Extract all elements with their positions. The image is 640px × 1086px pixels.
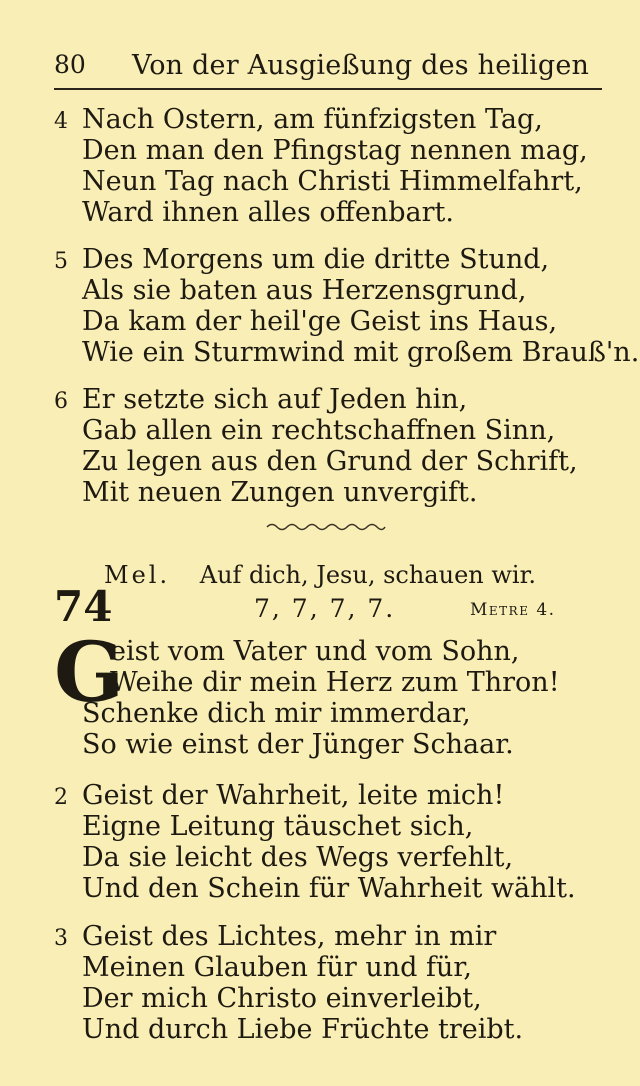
- verse-text: Zu legen aus den Grund der Schrift,: [82, 446, 578, 477]
- meter: 7, 7, 7, 7.: [254, 594, 396, 623]
- page-header: [54, 46, 602, 86]
- stanza-number: 3: [54, 926, 68, 951]
- header-rule: [54, 88, 602, 90]
- drop-cap: G: [54, 625, 125, 721]
- melody-line: [104, 561, 536, 589]
- stanza-number: 4: [54, 109, 68, 134]
- verse-text: Da kam der heil'ge Geist ins Haus,: [82, 306, 558, 337]
- verse-text: eist vom Vater und vom Sohn,: [110, 636, 520, 667]
- metre-label: Metre 4.: [470, 600, 556, 620]
- verse-text: Eigne Leitung täuschet sich,: [82, 811, 474, 842]
- verse-text: Ward ihnen alles offenbart.: [82, 197, 454, 228]
- verse-text: So wie einst der Jünger Schaar.: [82, 729, 514, 760]
- verse-text: Der mich Christo einverleibt,: [82, 983, 482, 1014]
- page-number: 80: [54, 50, 86, 79]
- stanza-number: 2: [54, 785, 68, 810]
- verse-text: Geist des Lichtes, mehr in mir: [82, 921, 497, 952]
- verse-text: Neun Tag nach Christi Himmelfahrt,: [82, 166, 583, 197]
- verse-text: Gab allen ein rechtschaffnen Sinn,: [82, 415, 556, 446]
- verse-text: Und durch Liebe Früchte treibt.: [82, 1014, 524, 1045]
- verse-text: Als sie baten aus Herzensgrund,: [82, 275, 527, 306]
- ornament-divider: [265, 520, 387, 534]
- verse-text: Und den Schein für Wahrheit wählt.: [82, 873, 576, 904]
- verse-text: Weihe dir mein Herz zum Thron!: [110, 667, 560, 698]
- stanza-number: 5: [54, 249, 68, 274]
- melody-text: Auf dich, Jesu, schauen wir.: [199, 561, 537, 589]
- verse-text: Da sie leicht des Wegs verfehlt,: [82, 842, 514, 873]
- verse-text: Er setzte sich auf Jeden hin,: [82, 384, 468, 415]
- verse-text: Mit neuen Zungen unvergift.: [82, 477, 478, 508]
- verse-text: Wie ein Sturmwind mit großem Brauß'n.: [82, 337, 640, 368]
- verse-text: Meinen Glauben für und für,: [82, 952, 472, 983]
- verse-text: Schenke dich mir immerdar,: [82, 698, 471, 729]
- verse-text: Geist der Wahrheit, leite mich!: [82, 780, 505, 811]
- melody-label: Mel.: [104, 561, 171, 589]
- verse-text: Den man den Pfingstag nennen mag,: [82, 135, 588, 166]
- running-title: Von der Ausgießung des heiligen: [132, 50, 590, 81]
- stanza-number: 6: [54, 389, 68, 414]
- verse-text: Des Morgens um die dritte Stund,: [82, 244, 550, 275]
- hymn-number: 74: [54, 582, 113, 631]
- verse-text: Nach Ostern, am fünfzigsten Tag,: [82, 104, 543, 135]
